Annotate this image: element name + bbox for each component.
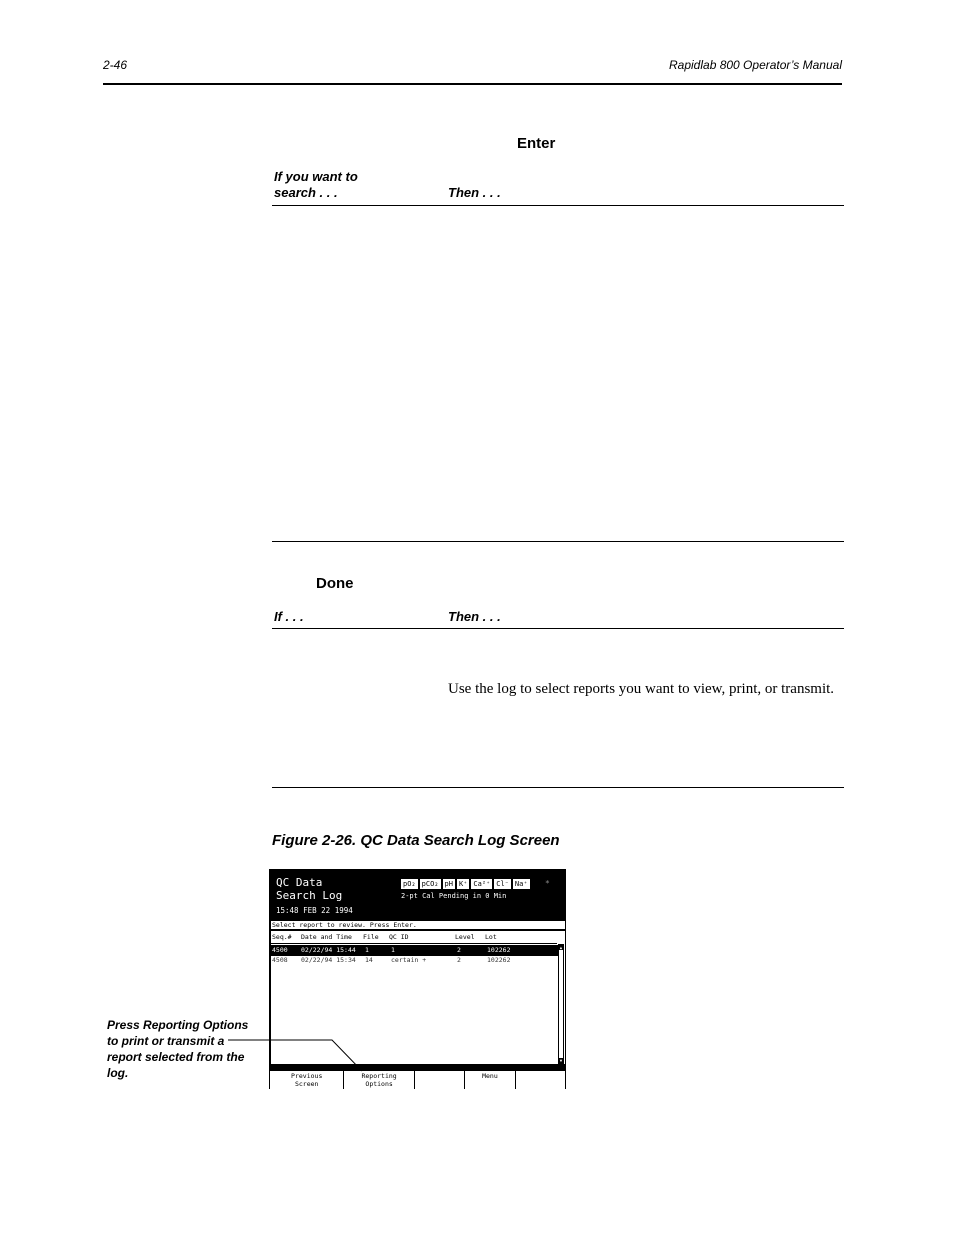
- row-level: 2: [457, 946, 461, 954]
- screen-prompt: Select report to review. Press Enter.: [271, 921, 565, 930]
- row-lot: 102262: [487, 956, 511, 964]
- table1-intro: Enter: [517, 135, 556, 152]
- row-file: 1: [365, 946, 369, 954]
- manual-title: Rapidlab 800 Operator’s Manual: [669, 58, 842, 72]
- table2-then-text: Use the log to select reports you want to view, print, or transmit.: [448, 681, 835, 697]
- scroll-down-icon[interactable]: ▼: [559, 1058, 563, 1063]
- row-file: 14: [365, 956, 373, 964]
- scroll-up-icon[interactable]: ▲: [559, 945, 563, 950]
- analyte-po2: pO₂: [403, 880, 416, 888]
- row-seq: 4500: [272, 946, 288, 954]
- analyte-na: Na⁺: [514, 880, 528, 888]
- row-qcid: certain +: [391, 956, 427, 964]
- previous-screen-button[interactable]: Previous Screen: [270, 1071, 344, 1089]
- status-star-icon: *: [545, 879, 550, 888]
- col-level: Level: [455, 933, 475, 941]
- figure-caption: Figure 2-26. QC Data Search Log Screen: [272, 832, 560, 849]
- analyte-pco2: pCO₂: [421, 880, 439, 888]
- calibration-status: 2-pt Cal Pending in 0 Min: [401, 892, 507, 900]
- row-lot: 102262: [487, 946, 511, 954]
- screen-time: 15:48 FEB 22 1994: [276, 906, 353, 915]
- screen-title-line1: QC Data: [276, 876, 323, 889]
- table1-col2-head: Then . . .: [448, 185, 501, 200]
- col-datetime: Date and Time: [301, 933, 352, 941]
- analyte-cl: Cl⁻: [496, 880, 509, 888]
- table1-col1-head: If you want to search . . .: [274, 169, 358, 200]
- col-qcid: QC ID: [389, 933, 409, 941]
- callout-text: Press Reporting Options to print or transmit a report selected from the log.: [107, 1018, 249, 1080]
- menu-button[interactable]: Menu: [465, 1071, 515, 1089]
- row-datetime: 02/22/94 15:44: [301, 946, 356, 954]
- analyte-ca: Ca²⁺: [473, 880, 491, 888]
- page-number: 2-46: [103, 58, 128, 72]
- row-qcid: 1: [391, 946, 395, 954]
- analyte-ph: pH: [444, 880, 453, 888]
- screen-title-line2: Search Log: [276, 889, 343, 902]
- row-seq: 4508: [272, 956, 288, 964]
- row-datetime: 02/22/94 15:34: [301, 956, 356, 964]
- col-lot: Lot: [485, 933, 497, 941]
- col-file: File: [363, 933, 379, 941]
- analyte-k: K⁺: [458, 880, 468, 888]
- col-seq: Seq.#: [272, 933, 292, 941]
- table2-col1-head: If . . .: [274, 609, 304, 624]
- table2-col2-head: Then . . .: [448, 609, 501, 624]
- table2-intro: Done: [316, 575, 354, 592]
- row-level: 2: [457, 956, 461, 964]
- reporting-options-button[interactable]: Reporting Options: [344, 1071, 414, 1089]
